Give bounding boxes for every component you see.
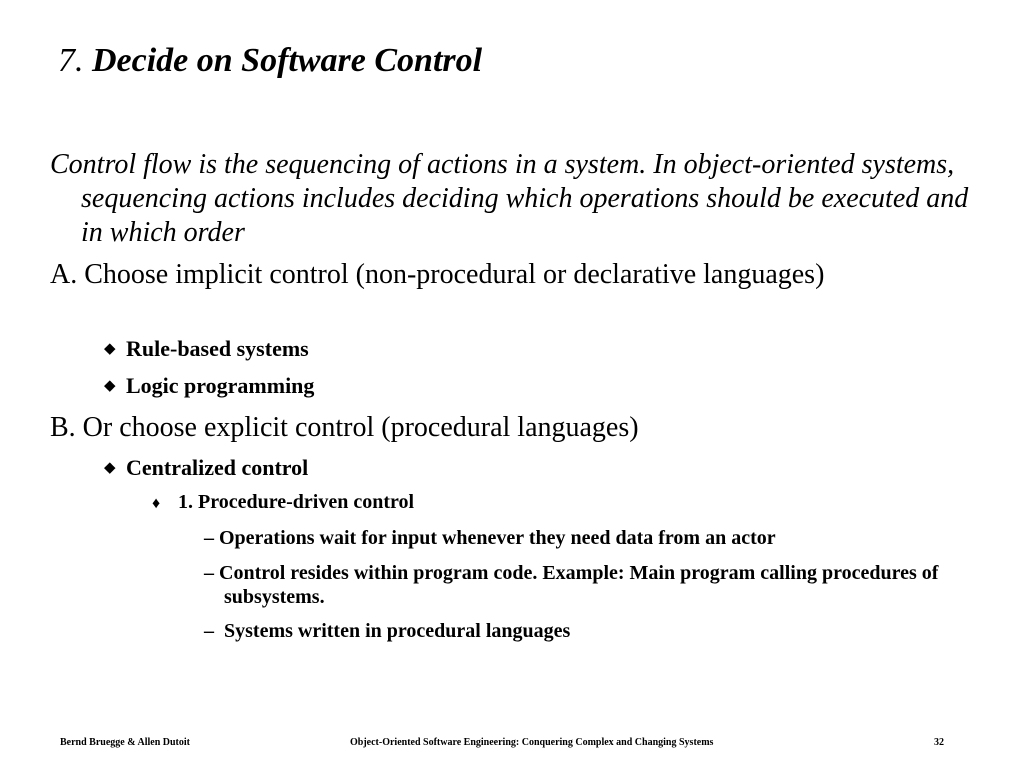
dash-item: – Operations wait for input whenever they need data from an actor: [204, 527, 776, 549]
footer-page-number: 32: [934, 737, 944, 748]
dash-item-text: Control resides within program code. Example: Main program calling procedures of subsystems.: [219, 562, 939, 608]
diamond-bullet-icon: ◆: [104, 341, 116, 357]
dash-item: – Control resides within program code. Example: Main program calling procedures of subsystems.: [204, 562, 939, 608]
diamond-bullet-icon: ◆: [104, 460, 116, 476]
bullet-logic-programming: [104, 373, 314, 399]
bullet-label: Centralized control: [126, 455, 309, 480]
diamond-bullet-icon: ◆: [104, 378, 116, 394]
sub-item-procedure-driven-control: [152, 491, 414, 514]
bullet-rule-based-systems: [104, 336, 309, 362]
bullet-label: Rule-based systems: [126, 336, 309, 361]
bullet-label: Logic programming: [126, 373, 315, 398]
intro-paragraph: Control flow is the sequencing of actions in a system. In object-oriented systems, sequencing actions includes deciding which operations should be executed and in which order: [50, 149, 969, 248]
dash-item: – Systems written in procedural languages: [204, 620, 571, 642]
dash-item-text: Systems written in procedural languages: [219, 620, 571, 642]
slide-title: [58, 42, 482, 80]
sub-item-label: 1. Procedure-driven control: [178, 491, 415, 513]
option-a-heading: A. Choose implicit control (non-procedural or declarative languages): [50, 259, 825, 290]
title-number: 7.: [58, 42, 84, 79]
title-text: Decide on Software Control: [92, 42, 483, 79]
footer-authors: Bernd Bruegge & Allen Dutoit: [60, 737, 190, 748]
dash-item-text: Operations wait for input whenever they need data from an actor: [219, 527, 776, 549]
option-b-heading: B. Or choose explicit control (procedural languages): [50, 412, 639, 443]
bullet-centralized-control: [104, 455, 308, 481]
diamond-sub-bullet-icon: ♦: [152, 495, 161, 512]
footer-book-title: Object-Oriented Software Engineering: Conquering Complex and Changing Systems: [350, 737, 714, 748]
